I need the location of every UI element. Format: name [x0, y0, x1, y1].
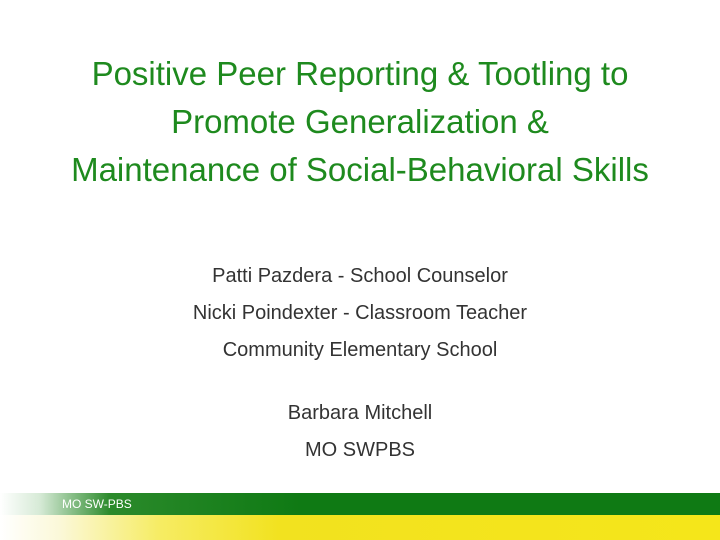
slide-title	[30, 50, 690, 194]
footer-label: MO SW-PBS	[62, 497, 132, 511]
presenter-line: Patti Pazdera - School Counselor	[212, 265, 508, 287]
contact-name: Barbara Mitchell	[287, 402, 433, 424]
footer-bar	[0, 493, 720, 540]
spacer	[60, 369, 660, 395]
title-line: Positive Peer Reporting & Tootling to	[91, 55, 629, 92]
school-name: Community Elementary School	[222, 339, 498, 361]
slide-subtitle	[60, 258, 660, 469]
title-line: Maintenance of Social-Behavioral Skills	[71, 151, 649, 188]
footer-yellow-band	[0, 515, 720, 540]
title-line: Promote Generalization &	[171, 103, 549, 140]
presenter-line: Nicki Poindexter - Classroom Teacher	[192, 302, 528, 324]
organization-name: MO SWPBS	[304, 439, 415, 461]
